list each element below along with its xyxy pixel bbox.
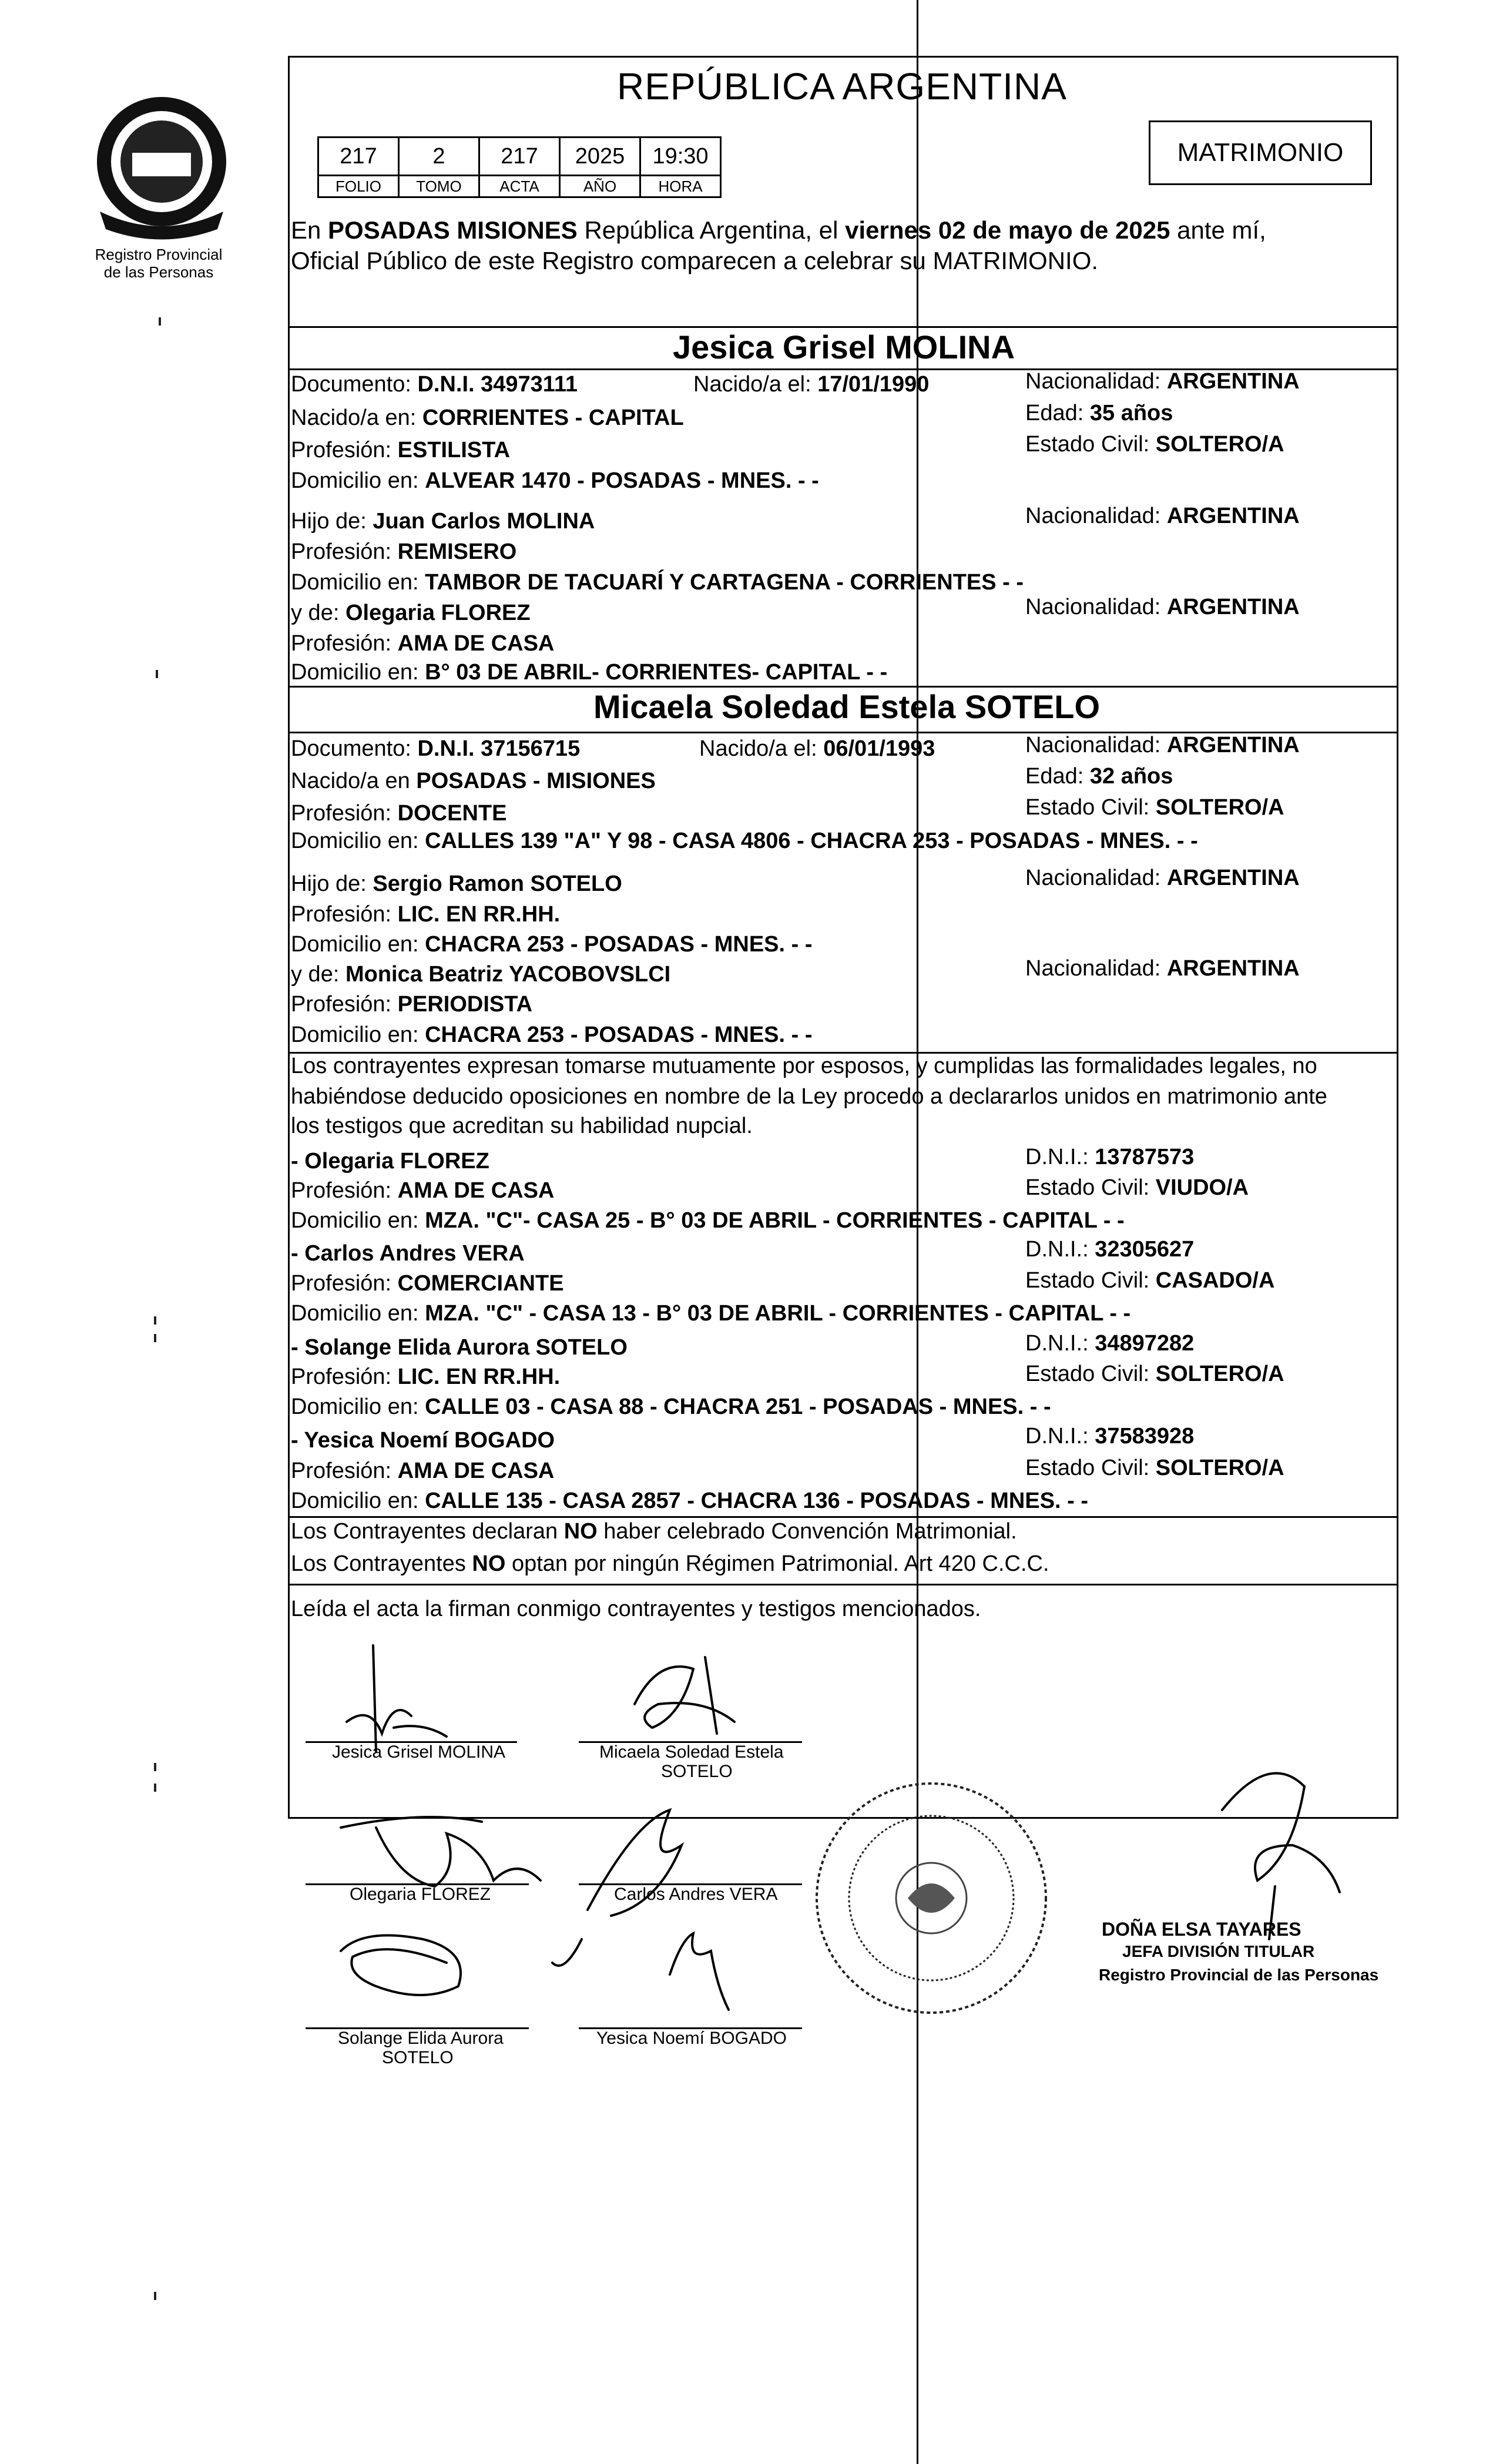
- spouse1-mother-nationality: Nacionalidad: ARGENTINA: [1025, 595, 1300, 619]
- witness1-address: Domicilio en: MZA. "C"- CASA 25 - B° 03 DE ABRIL - CORRIENTES - CAPITAL - -: [291, 1208, 1125, 1233]
- spouse2-name: Micaela Soledad Estela SOTELO: [593, 688, 1101, 725]
- spouse2-nationality: Nacionalidad: ARGENTINA: [1025, 733, 1300, 757]
- declaration-line-2: habiéndose deducido oposiciones en nombre de la Ley procedo a declararlos unidos en matrimonio ante: [291, 1084, 1327, 1109]
- witness4-dni: D.N.I.: 37583928: [1025, 1424, 1195, 1449]
- spouse2-address: Domicilio en: CALLES 139 "A" Y 98 - CASA 4806 - CHACRA 253 - POSADAS - MNES. - -: [291, 829, 1198, 853]
- official-role: JEFA DIVISIÓN TITULAR: [1122, 1942, 1315, 1960]
- intro-line-1: En POSADAS MISIONES República Argentina, el viernes 02 de mayo de 2025 ante mí,: [291, 216, 1266, 244]
- witness1-dni: D.N.I.: 13787573: [1025, 1145, 1195, 1169]
- spouse2-document: Documento: D.N.I. 37156715: [291, 736, 581, 761]
- witness2-name: - Carlos Andres VERA: [291, 1241, 525, 1266]
- spouse2-age: Edad: 32 años: [1025, 764, 1173, 789]
- spouse1-civil-status: Estado Civil: SOLTERO/A: [1025, 432, 1284, 457]
- witness3-profession: Profesión: LIC. EN RR.HH.: [291, 1365, 561, 1389]
- witness1-civil-status: Estado Civil: VIUDO/A: [1025, 1175, 1249, 1200]
- spouse1-father: Hijo de: Juan Carlos MOLINA: [291, 509, 595, 534]
- acta-label: ACTA: [479, 176, 560, 197]
- margin-mark: [154, 2292, 156, 2300]
- hora-label: HORA: [640, 176, 721, 197]
- margin-mark: [154, 1334, 156, 1342]
- spouse1-address: Domicilio en: ALVEAR 1470 - POSADAS - MNES. - -: [291, 468, 819, 493]
- convention-line-1: Los Contrayentes declaran NO haber celebrado Convención Matrimonial.: [291, 1519, 1017, 1544]
- witness4-address: Domicilio en: CALLE 135 - CASA 2857 - CHACRA 136 - POSADAS - MNES. - -: [291, 1489, 1089, 1513]
- closing-text: Leída el acta la firman conmigo contrayentes y testigos mencionados.: [291, 1597, 981, 1621]
- spouse1-mother-profession: Profesión: AMA DE CASA: [291, 631, 555, 656]
- official-name: DOÑA ELSA TAYARES: [1102, 1919, 1301, 1940]
- witness2-address: Domicilio en: MZA. "C" - CASA 13 - B° 03 DE ABRIL - CORRIENTES - CAPITAL - -: [291, 1301, 1131, 1326]
- tomo-value: 2: [399, 138, 479, 176]
- witness3-address: Domicilio en: CALLE 03 - CASA 88 - CHACRA 251 - POSADAS - MNES. - -: [291, 1394, 1051, 1419]
- tomo-label: TOMO: [399, 176, 479, 197]
- spouse1-profession: Profesión: ESTILISTA: [291, 438, 511, 462]
- acta-value: 217: [479, 138, 560, 176]
- spouse1-father-address: Domicilio en: TAMBOR DE TACUARÍ Y CARTAGENA - CORRIENTES - -: [291, 570, 1024, 595]
- witness4-name: - Yesica Noemí BOGADO: [291, 1428, 555, 1453]
- spouse1-document: Documento: D.N.I. 34973111: [291, 372, 578, 397]
- spouse2-father-nationality: Nacionalidad: ARGENTINA: [1025, 866, 1300, 890]
- declaration-line-3: los testigos que acreditan su habilidad nupcial.: [291, 1114, 753, 1138]
- logo-caption: [71, 246, 247, 281]
- witness3-name: - Solange Elida Aurora SOTELO: [291, 1335, 628, 1360]
- spouse2-civil-status: Estado Civil: SOLTERO/A: [1025, 795, 1284, 820]
- spouse2-mother: y de: Monica Beatriz YACOBOVSLCI: [291, 962, 671, 987]
- witness3-dni: D.N.I.: 34897282: [1025, 1331, 1195, 1356]
- divider: [288, 1584, 1398, 1585]
- spouse1-mother: y de: Olegaria FLOREZ: [291, 601, 531, 625]
- margin-mark: [154, 1316, 156, 1325]
- spouse2-father: Hijo de: Sergio Ramon SOTELO: [291, 871, 622, 896]
- signature-yesica: [670, 1933, 729, 2010]
- signature-olegaria: [341, 1817, 541, 1886]
- signature-label-4: Carlos Andres VERA: [614, 1885, 778, 1904]
- anio-label: AÑO: [560, 176, 640, 197]
- folio-label: FOLIO: [318, 176, 399, 197]
- signature-official: [1222, 1774, 1340, 1940]
- intro-line-2: Oficial Público de este Registro comparecen a celebrar su MATRIMONIO.: [291, 247, 1099, 274]
- spouse1-birthdate: Nacido/a el: 17/01/1990: [693, 372, 930, 397]
- logo-line-1: Registro Provincial: [95, 246, 223, 263]
- signature-label-6: Yesica Noemí BOGADO: [596, 2029, 787, 2048]
- signature-label-2b: SOTELO: [661, 1762, 733, 1781]
- spouse1-father-nationality: Nacionalidad: ARGENTINA: [1025, 504, 1300, 528]
- official-round-stamp: [808, 1775, 1055, 2022]
- spouse2-birthplace: Nacido/a en POSADAS - MISIONES: [291, 769, 656, 793]
- spouse1-age: Edad: 35 años: [1025, 401, 1173, 425]
- spouse2-birthdate: Nacido/a el: 06/01/1993: [699, 736, 935, 761]
- spouse2-profession: Profesión: DOCENTE: [291, 801, 507, 826]
- margin-mark: [154, 1784, 156, 1792]
- spouse2-father-address: Domicilio en: CHACRA 253 - POSADAS - MNES. - -: [291, 932, 813, 957]
- witness4-profession: Profesión: AMA DE CASA: [291, 1459, 555, 1483]
- province-logo: [82, 88, 241, 247]
- signature-label-2a: Micaela Soledad Estela: [599, 1742, 784, 1762]
- witness2-profession: Profesión: COMERCIANTE: [291, 1271, 564, 1296]
- signature-solange: [341, 1935, 461, 1995]
- margin-mark: [154, 1763, 156, 1771]
- spouse2-mother-profession: Profesión: PERIODISTA: [291, 992, 533, 1017]
- spouse2-father-profession: Profesión: LIC. EN RR.HH.: [291, 902, 561, 927]
- spouse2-mother-address: Domicilio en: CHACRA 253 - POSADAS - MNES. - -: [291, 1023, 813, 1047]
- signature-label-3: Olegaria FLOREZ: [350, 1885, 491, 1904]
- anio-value: 2025: [560, 138, 640, 176]
- witness1-profession: Profesión: AMA DE CASA: [291, 1178, 555, 1203]
- signature-micaela: [635, 1657, 734, 1734]
- spouse1-name: Jesica Grisel MOLINA: [673, 328, 1015, 366]
- spouse1-birthplace: Nacido/a en: CORRIENTES - CAPITAL: [291, 405, 684, 430]
- hora-value: 19:30: [640, 138, 721, 176]
- folio-value: 217: [318, 138, 399, 176]
- act-type-box: MATRIMONIO: [1149, 120, 1372, 185]
- signature-label-5a: Solange Elida Aurora: [338, 2029, 504, 2048]
- witness2-dni: D.N.I.: 32305627: [1025, 1237, 1195, 1262]
- divider: [288, 1516, 1398, 1518]
- spouse2-mother-nationality: Nacionalidad: ARGENTINA: [1025, 956, 1300, 981]
- margin-mark: [156, 670, 158, 678]
- signature-jesica: [347, 1645, 447, 1751]
- signature-label-1: Jesica Grisel MOLINA: [332, 1742, 506, 1762]
- registry-table: [317, 136, 722, 198]
- spouse1-nationality: Nacionalidad: ARGENTINA: [1025, 369, 1300, 394]
- spouse1-father-profession: Profesión: REMISERO: [291, 539, 517, 564]
- witness2-civil-status: Estado Civil: CASADO/A: [1025, 1268, 1275, 1293]
- margin-mark: [159, 317, 161, 326]
- logo-line-2: de las Personas: [103, 263, 214, 281]
- witness3-civil-status: Estado Civil: SOLTERO/A: [1025, 1362, 1284, 1386]
- witness4-civil-status: Estado Civil: SOLTERO/A: [1025, 1456, 1284, 1480]
- official-organization: Registro Provincial de las Personas: [1099, 1966, 1379, 1984]
- declaration-line-1: Los contrayentes expresan tomarse mutuamente por esposos, y cumplidas las formalidades legales, no: [291, 1054, 1317, 1078]
- signature-label-5b: SOTELO: [382, 2048, 454, 2067]
- country-title: REPÚBLICA ARGENTINA: [617, 65, 1067, 108]
- witness1-name: - Olegaria FLOREZ: [291, 1149, 489, 1174]
- spouse1-mother-address: Domicilio en: B° 03 DE ABRIL- CORRIENTES- CAPITAL - -: [291, 660, 888, 685]
- convention-line-2: Los Contrayentes NO optan por ningún Régimen Patrimonial. Art 420 C.C.C.: [291, 1551, 1049, 1576]
